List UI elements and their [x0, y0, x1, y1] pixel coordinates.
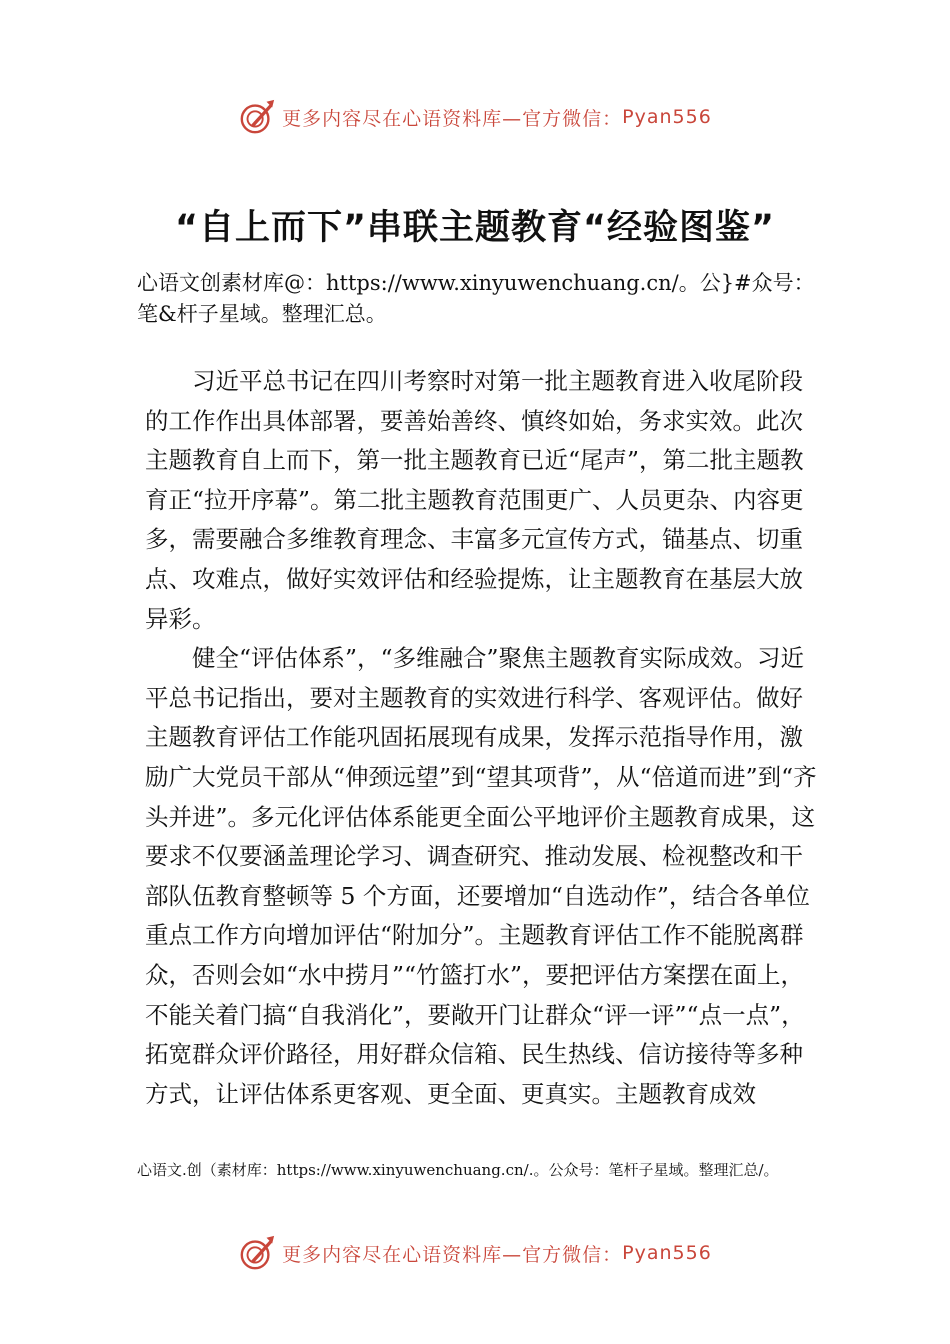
footer-banner [0, 1228, 950, 1278]
quill-logo-icon [238, 98, 276, 136]
banner-text: 更多内容尽在心语资料库—官方微信： [282, 107, 623, 130]
source-line: 心语文创素材库@：https://www.xinyuwenchuang.cn/。公}#众号：笔&杆子星域。整理汇总。 [137, 271, 815, 326]
quill-logo-icon [238, 1234, 276, 1272]
wechat-id: Pyan556 [622, 1242, 712, 1264]
banner-text: 更多内容尽在心语资料库—官方微信： [282, 1243, 623, 1266]
footnote: 心语文.创（素材库：https://www.xinyuwenchuang.cn/.。公众号：笔杆子星域。整理汇总/。 [137, 1161, 779, 1179]
document-body [145, 362, 825, 1114]
paragraph: 习近平总书记在四川考察时对第一批主题教育进入收尾阶段的工作作出具体部署，要善始善终、慎终如始，务求实效。此次主题教育自上而下，第一批主题教育已近“尾声”，第二批主题教育正“拉开序幕”。第二批主题教育范围更广、人员更杂、内容更多，需要融合多维教育理念、丰富多元宣传方式，锚基点、切重点、攻难点，做好实效评估和经验提炼，让主题教育在基层大放异彩。 [145, 367, 804, 633]
wechat-id: Pyan556 [622, 106, 712, 128]
document-title: “自上而下”串联主题教育“经验图鉴” [174, 208, 775, 248]
paragraph: 健全“评估体系”，“多维融合”聚焦主题教育实际成效。习近平总书记指出，要对主题教育的实效进行科学、客观评估。做好主题教育评估工作能巩固拓展现有成果，发挥示范指导作用，激励广大党员干部从“伸颈远望”到“望其项背”，从“倍道而进”到“齐头并进”。多元化评估体系能更全面公平地评价主题教育成果，这要求不仅要涵盖理论学习、调查研究、推动发展、检视整改和干部队伍教育整顿等 5 个方面，还要增加“自选动作”，结合各单位重点工作方向增加评估“附加分”。主题教育评估工作不能脱离群众，否则会如“水中捞月”“竹篮打水”，要把评估方案摆在面上，不能关着门搞“自我消化”，要敞开门让群众“评一评”“点一点”，拓宽群众评价路径，用好群众信箱、民生热线、信访接待等多种方式，让评估体系更客观、更全面、更真实。主题教育成效 [145, 644, 817, 1108]
header-banner [0, 92, 950, 142]
